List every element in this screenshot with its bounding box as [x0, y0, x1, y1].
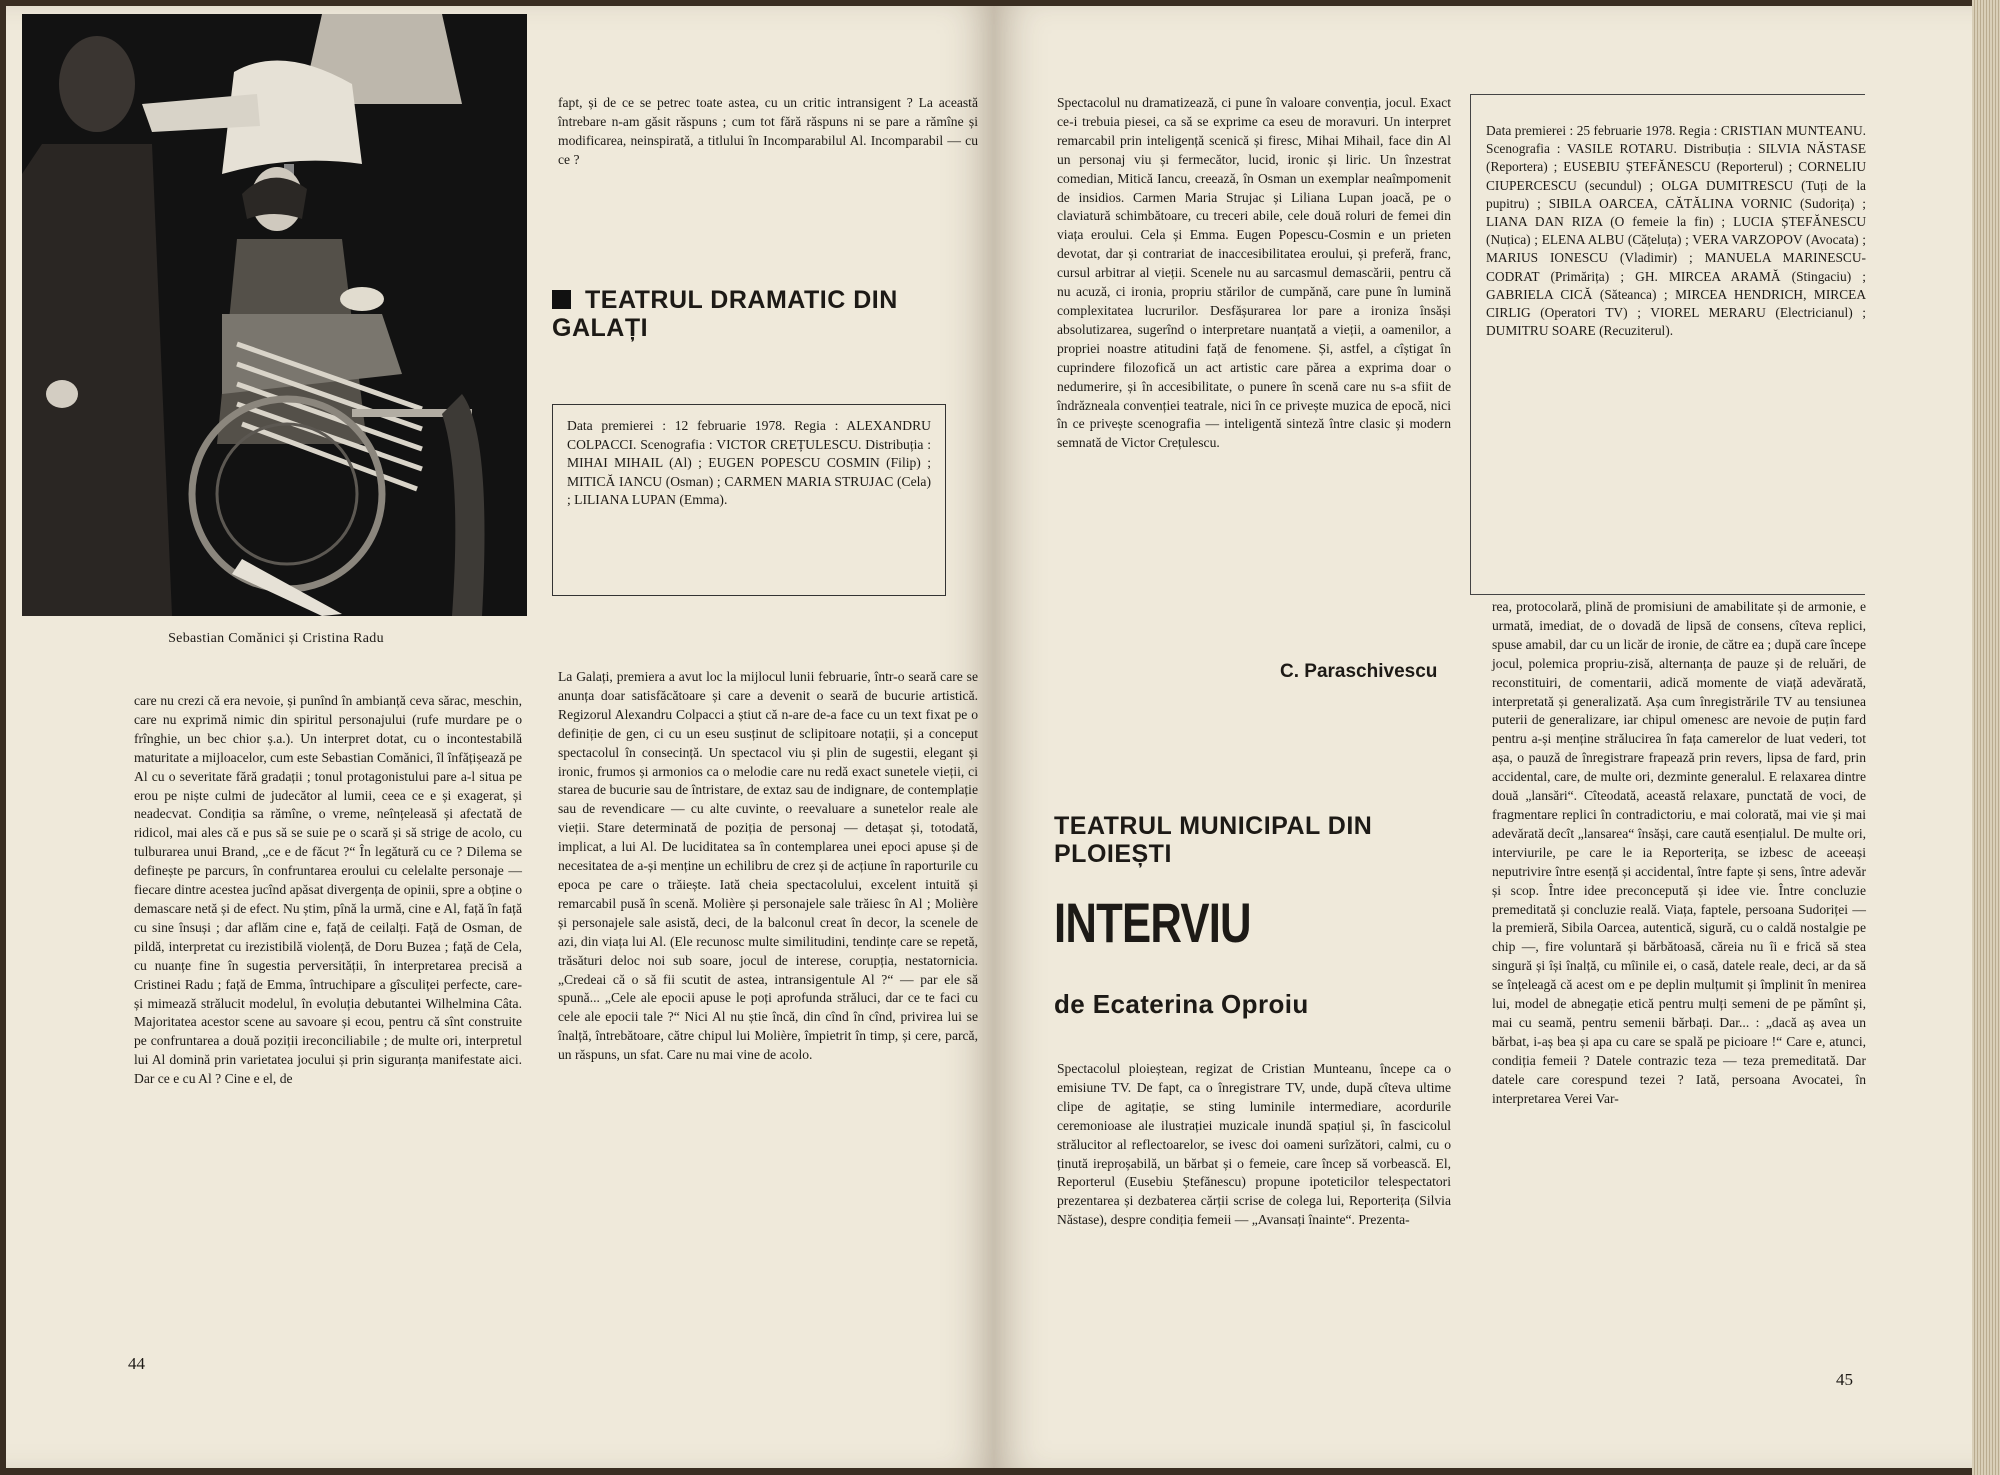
left-column-2-top: [558, 94, 978, 170]
section-title-galati-text: TEATRUL DRAMATIC DIN GALAȚI: [552, 286, 898, 342]
right-column-1-bottom: [1057, 1060, 1451, 1230]
credits-text-ploiesti: Data premierei : 25 februarie 1978. Regia : CRISTIAN MUNTEANU. Scenografia : VASILE ROTARU. Distribuția : SILVIA NĂSTASE (Reportera) ; EUSEBIU ȘTEFĂNESCU (Reporterul) ; CORNELIU CIUPERCESCU (secundul) ; OLGA DUMITRESCU (Tuți de la pupitru) ; SIBILA OARCEA, CĂTĂLINA VORNIC (Sudorița) ; LIANA DAN RIZA (O femeie la fin) ; LUCIA ȘTEFĂNESCU (Nuțica) ; ELENA ALBU (Cățeluța) ; VERA VARZOPOV (Avocata) ; MARIUS IONESCU (Vladimir) ; MANUELA MARINESCU-CODRAT (Primărița) ; GH. MIRCEA ARAMĂ (Stingaciu) ; GABRIELA CICĂ (Săteanca) ; MIRCEA HENDRICH, MIRCEA CIRLIG (Operatori TV) ; VIOREL MERARU (Electricianul) ; DUMITRU SOARE (Recuziterul).: [1486, 123, 1866, 339]
left-column-1: [134, 692, 522, 1089]
right-column-1-top-text: Spectacolul nu dramatizează, ci pune în valoare convenția, jocul. Exact ce-i trebuia piesei, ca să se exprime ca eseu de moravuri. Un interpret remarcabil prin inteligență scenică și firesc, Mihai Mihail, face din Al un personaj viu și fermecător, lucid, ironic și liric. Un înzestrat comedian, Mitică Iancu, creează, în Osman un exemplar neaîmpomenit de insidios. Carmen Maria Strujac și Liliana Lupan joacă, pe o claviatură schimbătoare, cu treceri abile, cele două roluri de femei din viața eroului. Cela și Emma. Eugen Popescu-Cosmin e un prieten devotat, dar și contrariat de inaccesibilitatea eroului, și preferă, franc, cursul arbitrar al vieții. Scenele nu au sarcasmul demascării, pentru că nu acuză, ci ironia, propriu stărilor de cumpănă, care pune în lumină complexitatea lucrurilor. Desfășurarea lor pare a ironiza însăși absolutizarea, sugerînd o interpretare nuanțată a vieții, a oamenilor, a propriei noastre atitudini față de fenomene. Și, astfel, a cîștigat în cuprindere filozofică un act artistic care părea a exprima doar o nedumerire, și în accesibilitate, o punere în scenă care nu s-a sfiit de îndrăzneala convenției teatrale, nici în ce privește muzica de epocă, nici în ce privește scenografia — inteligentă sinteză între clasic și modern semnată de Victor Crețulescu.: [1057, 95, 1451, 451]
stage-photo: [22, 14, 527, 616]
right-column-2-bottom-text: rea, protocolară, plină de promisiuni de amabilitate și de armonie, e urmată, imediat, de o dovadă de lipsă de consens, cîteva replici, spuse amabil, dar cu un licăr de ironie, de către ea ; după care începe jocul, polemica propriu-zisă, alternanța de pauze și de reluări, de reconstituiri, de comentarii, adică momente de viață adevărată, interpretată și generalizată. Așa cum înregistrările TV au tensiunea puterii de generalizare, iar chipul omenesc are nevoie de puțin fard pentru a-și menține strălucirea în fața camerelor de luat vederi, tot așa, o pauză de înregistrare frapează prin revers, lipsa de fard, prin accidental, care, de multe ori, dezminte generalul. E relaxarea dintre două „lansări“. Cîteodată, această relaxare, punctată de voci, de fragmentare replici în contradictoriu, e mai colorată, mai vie și mai adevărată decît „lansarea“ însăși, care caută esențialul. De multe ori, interviurile, pe care le ia Reporterița, se izbesc de aceeași neputrivire între esență și accidental, între fapte și sens, între adevăr și scop. Între idee preconcepută și idee vie. Între concluzie premeditată și concluzie reală. Viața, faptele, persoana Sudoriței — la premieră, Sibila Oarcea, autentică, sigură, cu o caldă nostalgie pe chip —, fire voluntară și bărbătoasă, căreia nu îi e frică să stea singură și își înalță, cu mîinile ei, o casă, datele reale, deci, ar da să se înțeleagă că acest om e pe deplin mulțumit și împlinit în menirea lui, model de abnegație etică pentru mulți semeni de pe pămînt și, mai cu seamă, pentru semenii bărbați. Dar... : „dacă aș avea un bărbat, i-aș bea și apa cu care se spală pe picioare !“ Care e, atunci, condiția femeii ? Datele contrazic teza — teza premeditată. Dar datele care corespund tezei ? Iată, persoana Avocatei, în interpretarea Verei Var-: [1492, 599, 1866, 1106]
headline-interviu: INTERVIU: [1054, 891, 1251, 954]
book-page-edge: [1972, 0, 2000, 1475]
column-rule-top: [1470, 94, 1865, 95]
page-number-right: 45: [1836, 1370, 1853, 1389]
left-column-1-text: care nu crezi că era nevoie, și punînd în ambianță ceva sărac, meschin, care nu exprimă nimic din spiritul personajului (rufe murdare pe o frînghie, un bec chior ș.a.). Un interpret dotat, cu o incontestabilă maturitate a mijloacelor, cum este Sebastian Comănici, îl înfățișează pe Al cu o severitate fără gradații ; tonul protagonistului pare a-l situa pe erou pe niște culmi de judecător al lumii, ceea ce e și exagerat, și neadecvat. Condiția sa rămîne, o vreme, neînțeleasă și afectată de ridicol, mai ales că e pus să se suie pe o scară și să strige de acolo, cu tulburarea unui Brand, „ce e de făcut ?“ În legătură cu ce ? Dilema se definește pe parcurs, în confruntarea eroului cu celelalte personaje — fiecare dintre acestea jucînd apăsat divergența de opinii, spre a obține o demascare netă și de efect. Nu știm, pînă la urmă, cine e Al, față în față cu sine însuși ; dar aflăm cine e, față de ceilalți. Față de Osman, de pildă, interpretat cu irezistibilă violență, de Doru Buzea ; față de Cela, cu nuanțe fine în sugestia perversității, în interpretarea precisă a Cristinei Radu ; față de Emma, întruchipare a gîsculiței perfecte, care-și mimează strălucit modelul, în evoluția debutantei Wilhelmina Câta. Majoritatea acestor scene au savoare și ecou, pentru că sînt construite pe confruntarea a două poziții ireconciliabile ; de multe ori, interpretul lui Al domină prin varietatea jocului și prin siguranța manifestate aici. Dar ce e cu Al ? Cine e el, de: [134, 693, 522, 1087]
credits-text-galati: Data premierei : 12 februarie 1978. Regia : ALEXANDRU COLPACCI. Scenografia : VICTOR CREȚULESCU. Distribuția : MIHAI MIHAIL (Al) ; EUGEN POPESCU COSMIN (Filip) ; MITICĂ IANCU (Osman) ; CARMEN MARIA STRUJAC (Cela) ; LILIANA LUPAN (Emma).: [567, 418, 931, 508]
section-title-galati: [552, 286, 952, 342]
section-title-ploiesti: TEATRUL MUNICIPAL DIN PLOIEȘTI: [1054, 812, 1373, 868]
column-rule-vertical: [1470, 94, 1471, 594]
right-column-1-top: [1057, 94, 1451, 453]
page-number-left: 44: [128, 1354, 145, 1373]
photo-caption: Sebastian Comănici și Cristina Radu: [168, 631, 384, 646]
right-column-2-bottom: [1492, 598, 1866, 1108]
credits-box-ploiesti: [1486, 122, 1866, 546]
right-column-1-bottom-text: Spectacolul ploieștean, regizat de Cristian Munteanu, începe ca o emisiune TV. De fapt, ca o înregistrare TV, unde, după cîteva ultime clipe de agitație, se sting luminile intermediare, acordurile ceremonioase ale ilustrației muzicale inundă spațiul și, în fascicolul strălucitor al reflectoarelor, se ivesc doi oameni surîzători, calmi, cu o ținută ireproșabilă, un bărbat și o femeie, care încep să vorbească. El, Reporterul (Eusebiu Ștefănescu) propune ipoteticilor telespectatori prezentarea și dezbaterea cărții scrise de colega lui, Reporterița (Silvia Năstase), despre condiția femeii — „Avansați înainte“. Prezenta-: [1057, 1061, 1451, 1228]
stage-photo-image: [22, 14, 527, 616]
left-column-2-bottom-text: La Galați, premiera a avut loc la mijlocul lunii februarie, într-o seară care se anunța doar satisfăcătoare și care a devenit o seară de bucurie artistică. Regizorul Alexandru Colpacci a știut că n-are de-a face cu un text fixat pe o definiție de gen, ci cu un eseu susținut de sclipitoare notații, și a conceput spectacolul în consecință. Un spectacol viu și plin de sugestii, elegant și ironic, frumos și armonios ca o melodie care nu redă exact sunetele vieții, ci starea de bucurie sau de întristare, de extaz sau de indignare, de contemplație sau de revendicare — cu alte cuvinte, o reevaluare a sunetelor reale ale vieții. Stare determinată de poziția de personaj — detașat și, totodată, implicat, a lui Al. De luciditatea sa în contemplarea unei epoci apuse și de necesitatea de a-și menține un echilibru de crez și de acțiune în raporturile cu epoca pe care o trăiește. Iată cheia spectacolului, excelent intuită și remarcabil pusă în scenă. Molière și personajele sale trăiesc în Al ; Molière și personajele sale asistă, deci, de la balconul creat în decor, la scenele de azi, din viața lui Al. (Ele recunosc multe similitudini, tendințe care se repetă, trăsături deloc noi sub soare, jocul de interese, corupția, nestatornicia. „Credeai că o să fii scutit de astea, intransigentule Al ?“ — par ele să spună... „Cele ale epocii apuse le poți aprofunda străluci, dar ce te faci cu cele ale epocii tale ?“ Nici Al nu știe încă, din cînd în cînd, privirea lui se înalță, întrebătoare, către chipul lui Molière, împietrit în timp, și cere, parcă, un răspuns, un sfat. Care nu mai vine de acolo.: [558, 669, 978, 1063]
credits-box-galati: [552, 404, 946, 596]
byline: de Ecaterina Oproiu: [1054, 989, 1309, 1019]
column-rule-bottom: [1470, 594, 1865, 595]
right-page: [994, 6, 1972, 1468]
article-signature: C. Paraschivescu: [1280, 661, 1438, 682]
left-column-2-top-text: fapt, și de ce se petrec toate astea, cu un critic intransigent ? La această întrebare n-am găsit răspuns ; cum tot fără răspuns ni se pare a rămîne și modificarea, neinspirată, a titlului în Incomparabilul Al. Incomparabil — cu ce ?: [558, 95, 978, 167]
left-column-2-bottom: [558, 668, 978, 1065]
section-square-icon: [552, 290, 571, 309]
left-page: [6, 6, 994, 1468]
